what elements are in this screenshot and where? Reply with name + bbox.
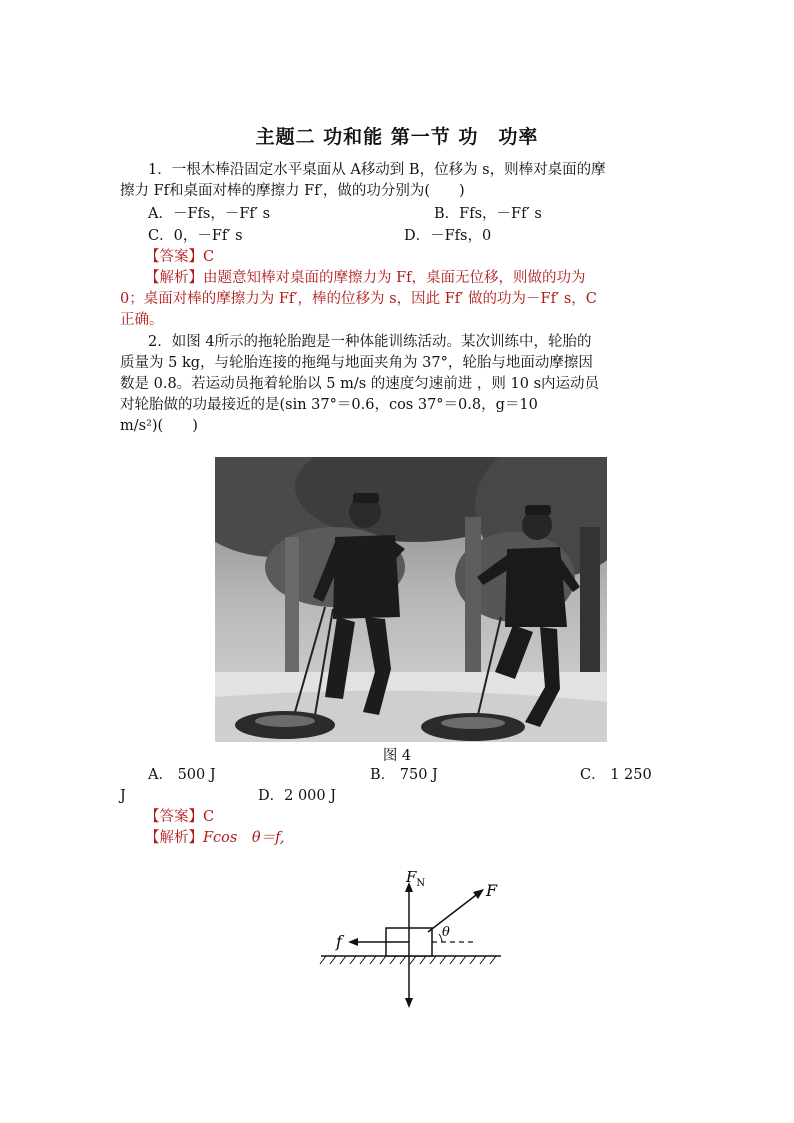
q1-answer-line [145, 247, 705, 268]
q2-line1: 2．如图 4所示的拖轮胎跑是一种体能训练活动。某次训练中，轮胎的 [148, 334, 592, 350]
applied-force-arrowhead [473, 889, 484, 899]
q2-option-c-continued: J [120, 788, 126, 804]
ground-hatch [320, 956, 496, 964]
q2-option-a: A． 500 J [148, 767, 216, 783]
label-friction: f [336, 932, 342, 951]
q2-line4: 对轮胎做的功最接近的是(sin 37°＝0.6，cos 37°＝0.8，g＝10 [120, 397, 538, 413]
q2-analysis-text1: Fcos θ＝f, [203, 830, 285, 846]
q2-analysis-line1 [145, 828, 705, 849]
page-title: 主题二 功和能 第一节 功 功率 [255, 126, 539, 148]
q2-option-b: B． 750 J [370, 767, 438, 783]
q2-option-d: D．2 000 J [258, 788, 337, 804]
friction-arrowhead [348, 938, 358, 946]
q2-answer: C [203, 809, 215, 825]
label-angle: θ [442, 925, 450, 940]
q1-option-d: D．－Ffs，0 [404, 228, 492, 244]
q2-analysis-tag: 【解析】 [145, 830, 203, 846]
training-photo [215, 457, 607, 742]
q1-answer: C [203, 249, 215, 265]
q1-option-c: C．0，－Ff′ s [148, 228, 243, 244]
q1-option-b: B．Ffs，－Ff′ s [434, 206, 542, 222]
q2-line2: 质量为 5 kg，与轮胎连接的拖绳与地面夹角为 37°，轮胎与地面动摩擦因 [120, 355, 593, 371]
q1-option-a: A．－Ffs，－Ff′ s [148, 206, 271, 222]
label-applied-force: F [486, 881, 498, 900]
q2-line3: 数是 0.8。若运动员拖着轮胎以 5 m/s 的速度匀速前进 ，则 10 s内运动员 [120, 376, 600, 392]
q1-analysis-line3: 正确。 [120, 312, 164, 328]
q1-line1: 1．一根木棒沿固定水平桌面从 A移动到 B，位移为 s，则棒对桌面的摩 [148, 162, 606, 178]
q2-line5: m/s²)( ) [120, 418, 198, 434]
q2-option-c: C． 1 250 [580, 767, 652, 783]
q1-answer-tag: 【答案】 [145, 249, 203, 265]
q1-line2: 擦力 Ff和桌面对棒的摩擦力 Ff′，做的功分别为( ) [120, 183, 465, 199]
label-normal-force: $F_N$ [406, 868, 426, 889]
q1-analysis-line2: 0；桌面对棒的摩擦力为 Ff′，棒的位移为 s，因此 Ff′ 做的功为－Ff′ s，C [120, 291, 597, 307]
force-diagram [316, 868, 506, 1018]
figure-caption: 图 4 [382, 748, 412, 764]
q1-analysis-text1: 由题意知棒对桌面的摩擦力为 Ff，桌面无位移，则做的功为 [203, 270, 586, 286]
q1-analysis-line1 [145, 268, 705, 289]
training-photo-illustration [215, 457, 607, 742]
applied-force-line [428, 892, 480, 932]
q2-answer-tag: 【答案】 [145, 809, 203, 825]
gravity-arrowhead [405, 998, 413, 1008]
q1-analysis-tag: 【解析】 [145, 270, 203, 286]
q2-answer-line [145, 807, 705, 828]
